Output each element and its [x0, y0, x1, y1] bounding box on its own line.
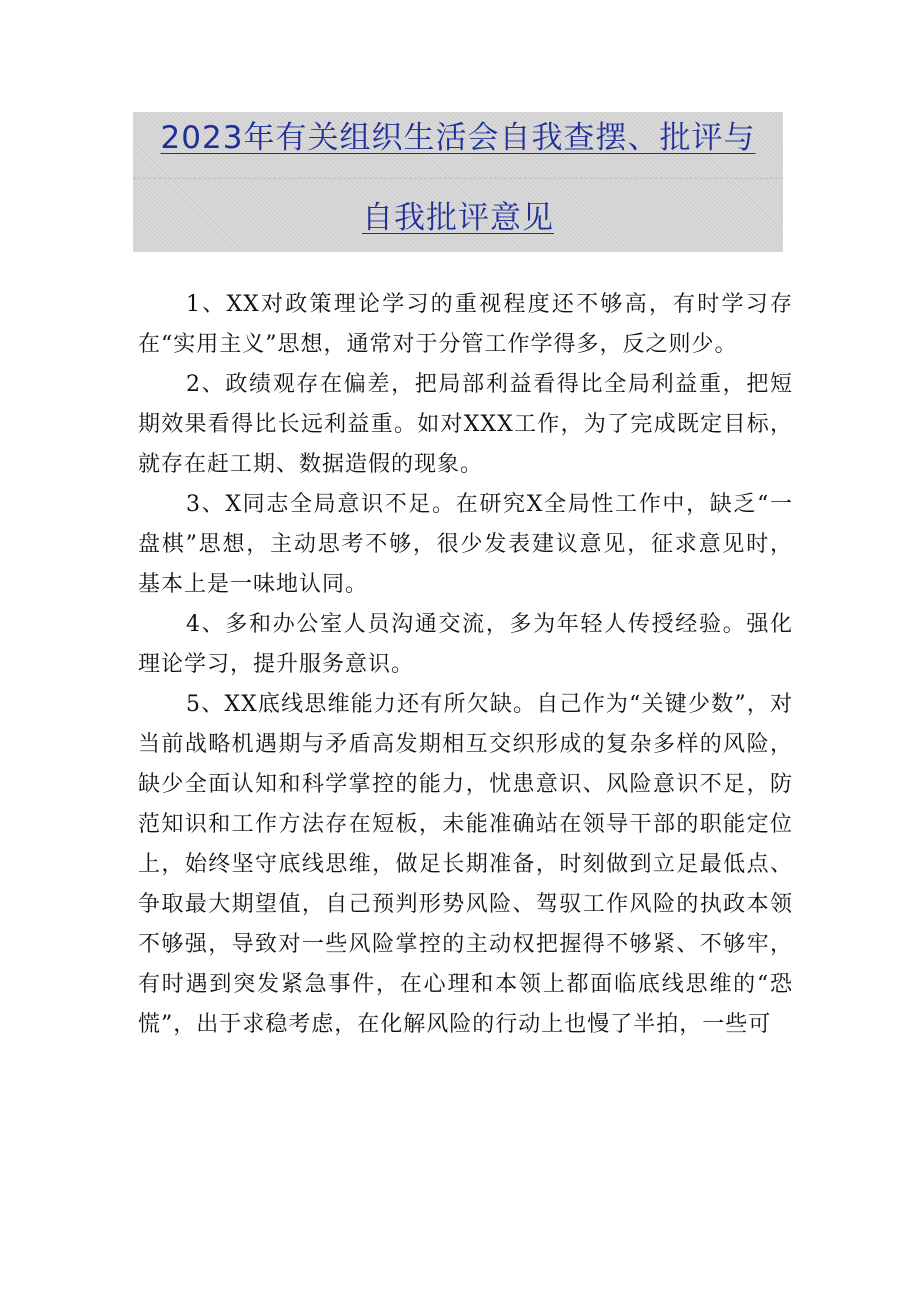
title-divider	[133, 178, 783, 179]
document-body	[138, 285, 793, 1045]
paragraph-5: 5、XX底线思维能力还有所欠缺。自己作为“关键少数”，对当前战略机遇期与矛盾高发期相互交织形成的复杂多样的风险，缺少全面认知和科学掌控的能力，忧患意识、风险意识不足，防范知识和工作方法存在短板，未能准确站在领导干部的职能定位上，始终坚守底线思维，做足长期准备，时刻做到立足最低点、争取最大期望值，自己预判形势风险、驾驭工作风险的执政本领不够强，导致对一些风险掌控的主动权把握得不够紧、不够牢，有时遇到突发紧急事件，在心理和本领上都面临底线思维的“恐慌”，出于求稳考虑，在化解风险的行动上也慢了半拍，一些可	[138, 692, 793, 1037]
paragraph-4: 4、多和办公室人员沟通交流，多为年轻人传授经验。强化理论学习，提升服务意识。	[138, 612, 793, 677]
document-title-text-2: 自我批评意见	[362, 200, 554, 236]
document-title-line-1	[133, 116, 783, 160]
document-title-line-2	[133, 196, 783, 240]
paragraph-3: 3、X同志全局意识不足。在研究X全局性工作中，缺乏“一盘棋”思想，主动思考不够，很少发表建议意见，征求意见时，基本上是一味地认同。	[138, 492, 793, 597]
paragraph-2: 2、政绩观存在偏差，把局部利益看得比全局利益重，把短期效果看得比长远利益重。如对XXX工作，为了完成既定目标，就存在赶工期、数据造假的现象。	[138, 372, 793, 477]
document-title-text-1: 2023年有关组织生活会自我查摆、批评与	[160, 120, 756, 156]
paragraph-1: 1、XX对政策理论学习的重视程度还不够高，有时学习存在“实用主义”思想，通常对于分管工作学得多，反之则少。	[138, 292, 793, 357]
